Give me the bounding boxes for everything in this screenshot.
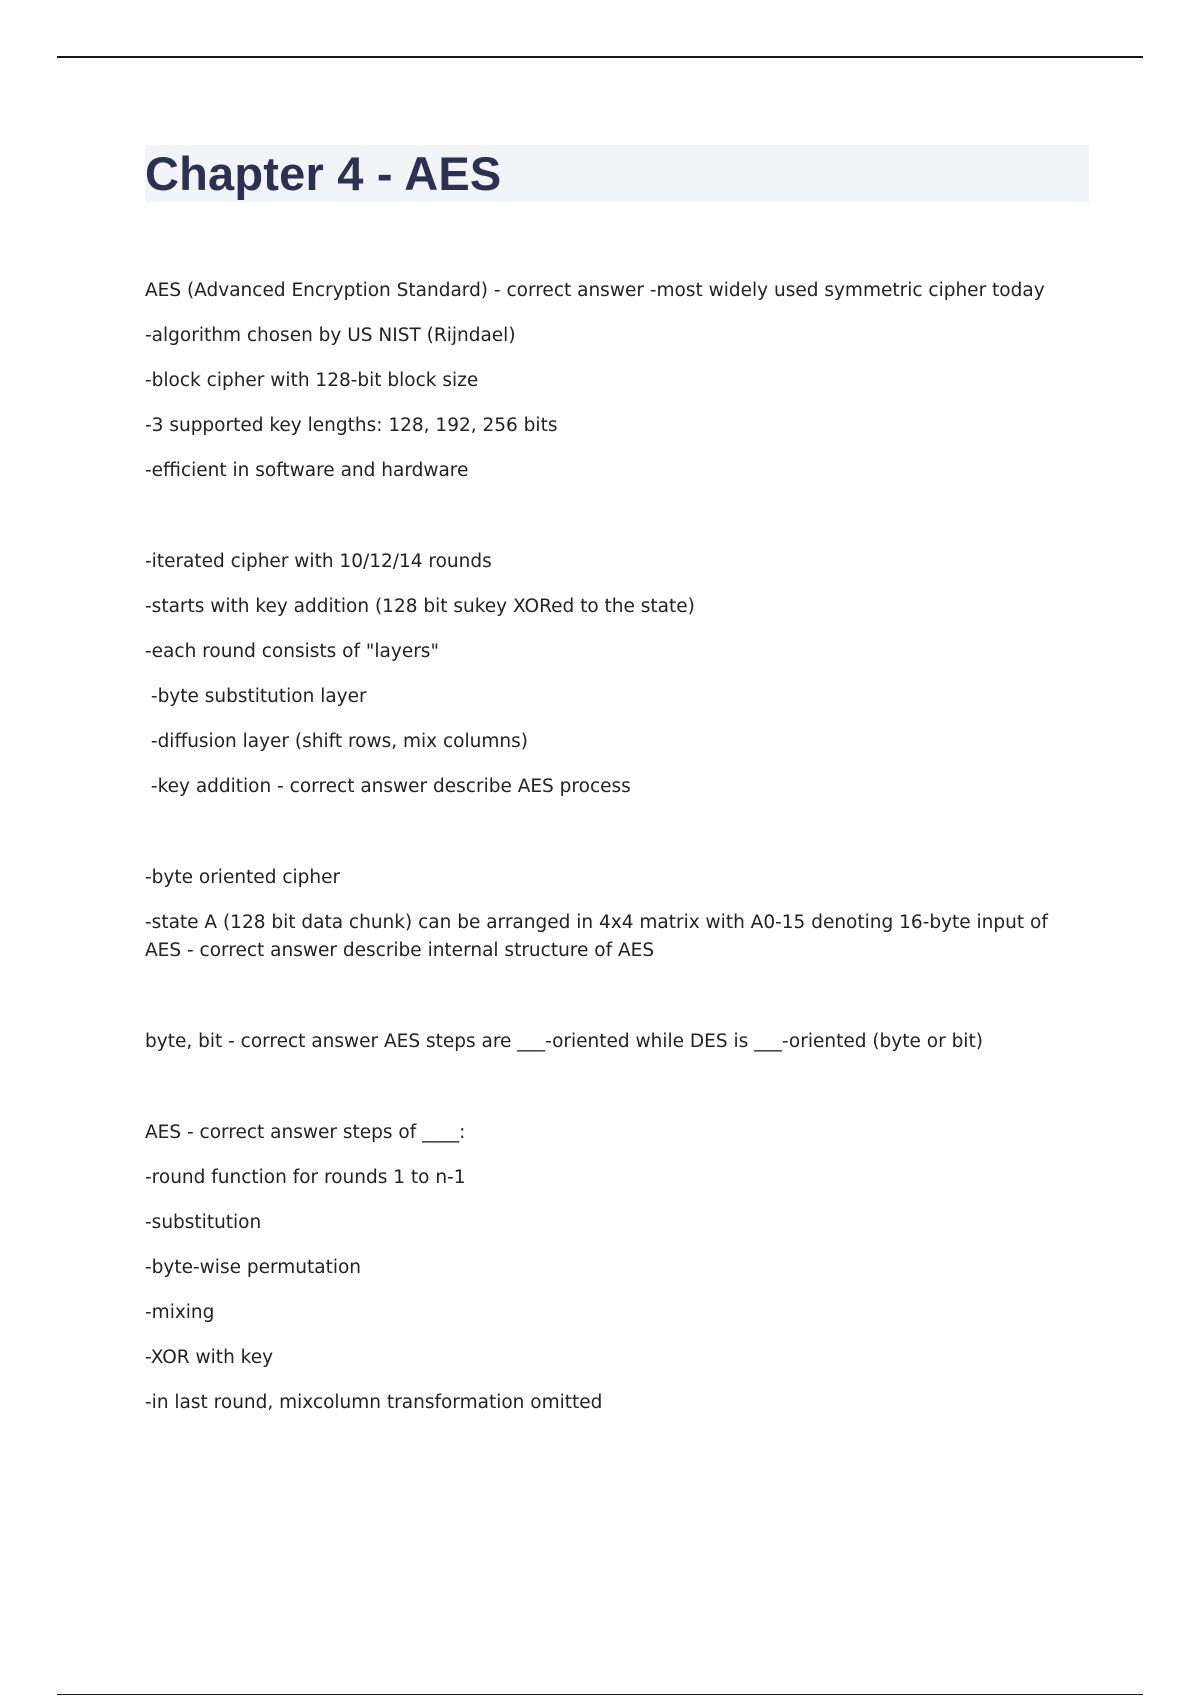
- text-line: -3 supported key lengths: 128, 192, 256 bits: [145, 415, 558, 436]
- page-title: Chapter 4 - AES: [145, 147, 502, 200]
- document-body: [145, 277, 1089, 1417]
- text-line: -diffusion layer (shift rows, mix columns): [145, 731, 528, 752]
- title-band: [145, 145, 1089, 202]
- text-line: byte, bit - correct answer AES steps are ___-oriented while DES is ___-oriented (byte or bit): [145, 1031, 983, 1052]
- text-line: -in last round, mixcolumn transformation omitted: [145, 1392, 603, 1413]
- text-line: -block cipher with 128-bit block size: [145, 370, 479, 391]
- text-line: -round function for rounds 1 to n-1: [145, 1167, 466, 1188]
- block-spacer: [145, 502, 1089, 548]
- text-line: -substitution: [145, 1212, 262, 1233]
- bottom-rule: [57, 1694, 1143, 1695]
- text-line: -XOR with key: [145, 1347, 274, 1368]
- text-line: -key addition - correct answer describe AES process: [145, 776, 631, 797]
- top-rule: [57, 56, 1143, 58]
- text-line: -efficient in software and hardware: [145, 460, 469, 481]
- text-line: -each round consists of "layers": [145, 641, 439, 662]
- page-content: [145, 145, 1089, 1434]
- block-spacer: [145, 982, 1089, 1028]
- text-line: -byte substitution layer: [145, 686, 367, 707]
- block-spacer: [145, 818, 1089, 864]
- text-line: -starts with key addition (128 bit sukey XORed to the state): [145, 596, 695, 617]
- text-line: -state A (128 bit data chunk) can be arranged in 4x4 matrix with A0-15 denoting 16-byte input of AES - correct answer describe internal structure of AES: [145, 912, 1048, 961]
- text-line: AES (Advanced Encryption Standard) - correct answer -most widely used symmetric cipher today: [145, 280, 1045, 301]
- block-spacer: [145, 1073, 1089, 1119]
- text-line: -algorithm chosen by US NIST (Rijndael): [145, 325, 516, 346]
- text-line: AES - correct answer steps of ____:: [145, 1122, 466, 1143]
- text-line: -byte oriented cipher: [145, 867, 341, 888]
- text-line: -iterated cipher with 10/12/14 rounds: [145, 551, 492, 572]
- text-line: -mixing: [145, 1302, 215, 1323]
- text-line: -byte-wise permutation: [145, 1257, 362, 1278]
